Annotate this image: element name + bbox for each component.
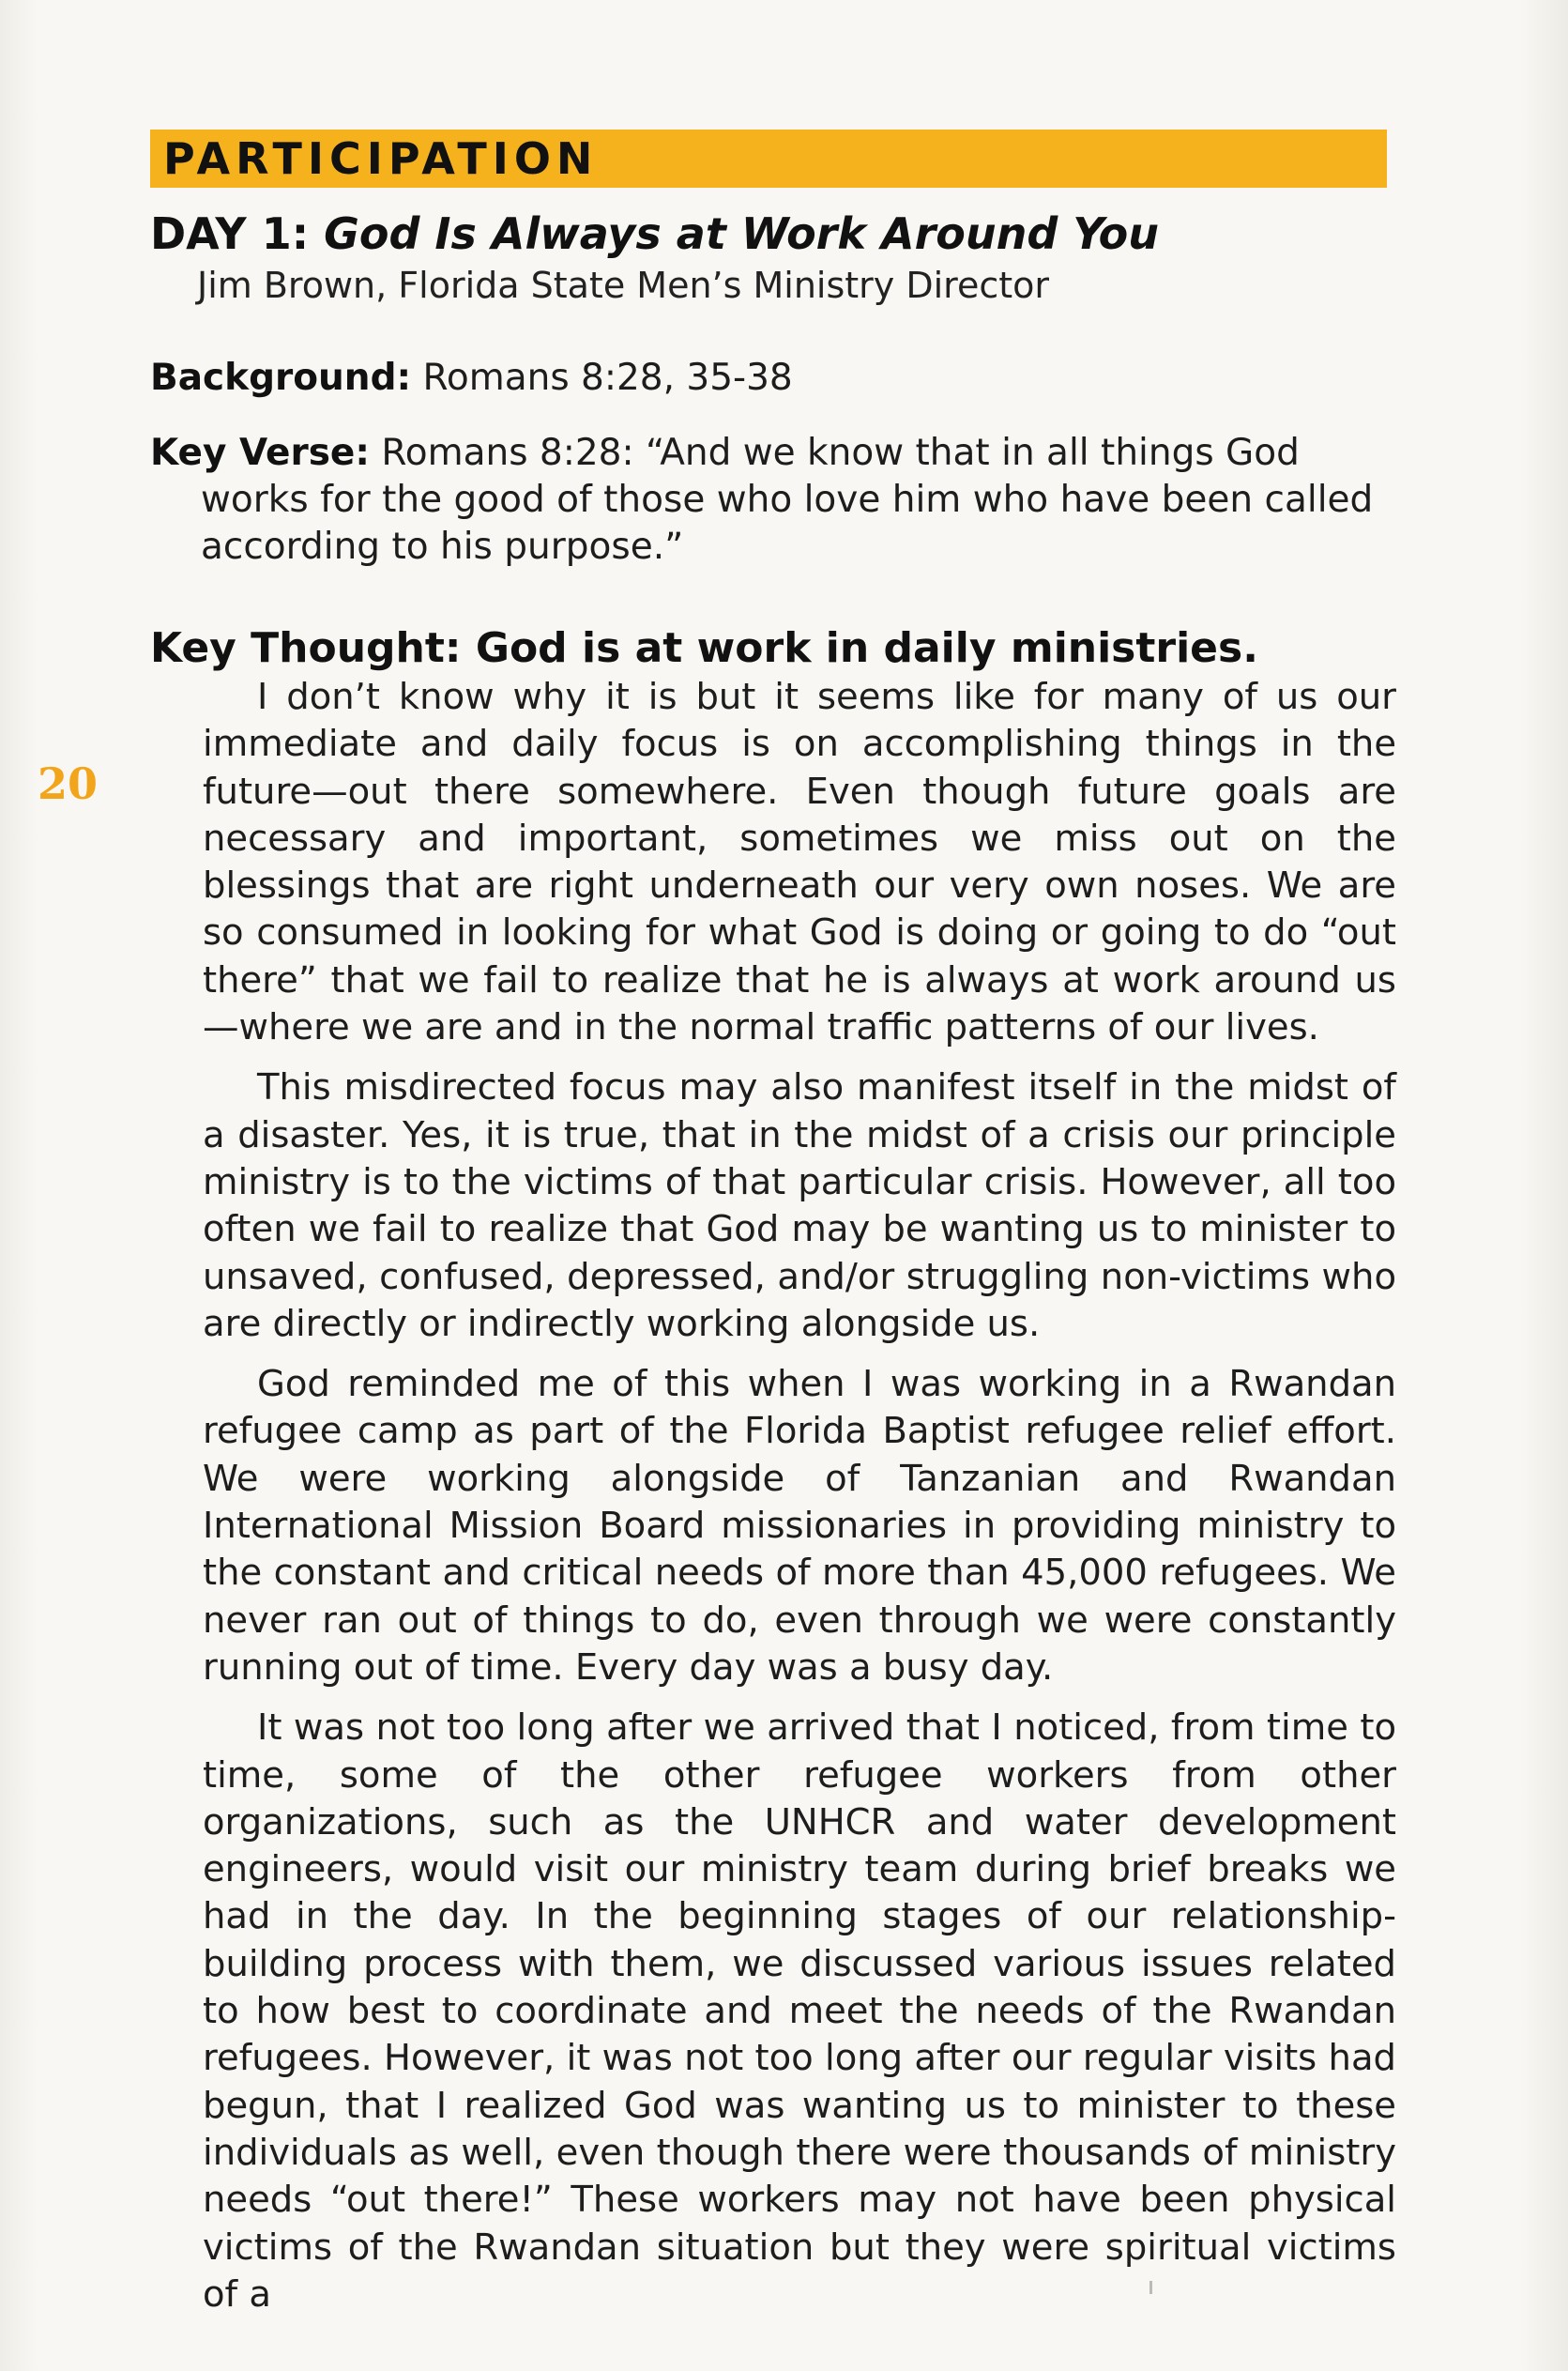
paragraph: This misdirected focus may also manifest itself in the midst of a disaster. Yes, it is true, that in the midst of a crisis our principle ministry is to the victims of that particular crisis. However, all too often we fail to realize that God may be wanting us to minister to unsaved, confused, depressed, and/or struggling non-victims who are directly or indirectly working alongside us. xyxy=(203,1066,1396,1345)
section-label: PARTICIPATION xyxy=(163,133,599,184)
section-banner xyxy=(150,130,1387,188)
day-heading xyxy=(150,208,1159,259)
key-verse-first-line: Romans 8:28: “And we know that in all things God xyxy=(381,432,1300,474)
key-verse-continuation: works for the good of those who love him who have been called according to his purpose.” xyxy=(201,479,1374,568)
body-text xyxy=(203,674,1396,2332)
paragraph: It was not too long after we arrived that I noticed, from time to time, some of the other refugee workers from other organizations, such as the UNHCR and water development engineers, would visit our ministry team during brief breaks we had in the day. In the beginning stages of our relationship-building process with them, we discussed various issues related to how best to coordinate and meet the needs of the Rwandan refugees. However, it was not too long after our regular visits had begun, that I realized God was wanting us to minister to these individuals as well, even though there were thousands of ministry needs “out there!” These workers may not have been physical victims of the Rwandan situation but they were spiritual victims of a xyxy=(203,1706,1396,2316)
key-verse-label: Key Verse: xyxy=(150,432,370,474)
background-label: Background: xyxy=(150,357,412,399)
day-title: God Is Always at Work Around You xyxy=(324,208,1160,259)
paragraph: I don’t know why it is but it seems like for many of us our immediate and daily focus is on accomplishing things in the future—out there somewhere. Even though future goals are necessary and important, sometimes we miss out on the blessings that are right underneath our very own noses. We are so consumed in looking for what God is doing or going to do “out there” that we fail to realize that he is always at work around us—where we are and in the normal traffic patterns of our lives. xyxy=(203,676,1396,1049)
key-thought: Key Thought: God is at work in daily ministries. xyxy=(150,624,1258,672)
author-byline: Jim Brown, Florida State Men’s Ministry Director xyxy=(197,265,1050,306)
print-mark xyxy=(1149,2281,1152,2294)
background-line xyxy=(150,355,793,402)
paragraph: God reminded me of this when I was working in a Rwandan refugee camp as part of the Florida Baptist refugee relief effort. We were working alongside of Tanzanian and Rwandan International Mission Board missionaries in providing ministry to the constant and critical needs of more than 45,000 refugees. We never ran out of things to do, even through we were constantly running out of time. Every day was a busy day. xyxy=(203,1363,1396,1689)
key-verse xyxy=(150,430,1389,571)
page-number: 20 xyxy=(38,758,99,809)
background-text: Romans 8:28, 35-38 xyxy=(422,357,793,399)
day-prefix: DAY 1: xyxy=(150,208,310,259)
